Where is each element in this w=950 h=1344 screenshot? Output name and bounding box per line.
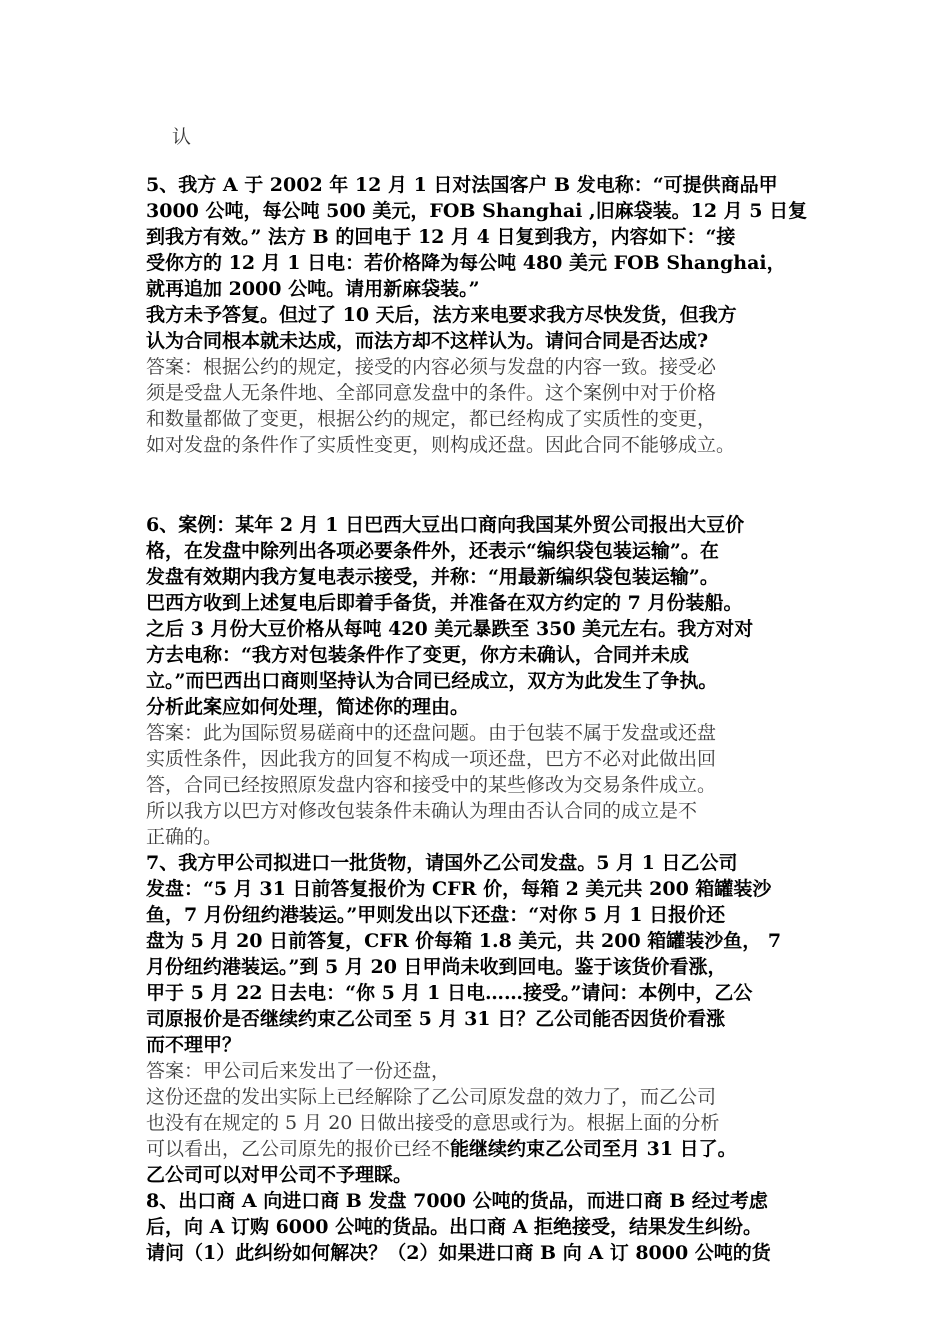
question-line: 后，向 A 订购 6000 公吨的货品。出口商 A 拒绝接受，结果发生纠纷。	[146, 1216, 763, 1238]
question-line: 发盘：“5 月 31 日前答复报价为 CFR 价，每箱 2 美元共 200 箱罐装沙	[146, 878, 772, 900]
question-line: 受你方的 12 月 1 日电：若价格降为每公吨 480 美元 FOB Shanghai，	[146, 252, 786, 274]
question-6	[146, 512, 810, 720]
question-line: 请问（1）此纠纷如何解决？（2）如果进口商 B 向 A 订 8000 公吨的货	[146, 1242, 771, 1264]
answer-6	[146, 720, 810, 850]
question-line: 而不理甲？	[146, 1034, 242, 1056]
answer-text: 可以看出，乙公司原先的报价已经不	[146, 1138, 451, 1160]
answer-5	[146, 354, 810, 458]
question-line: 7、我方甲公司拟进口一批货物，请国外乙公司发盘。5 月 1 日乙公司	[146, 852, 738, 874]
answer-line: 也没有在规定的 5 月 20 日做出接受的意思或行为。根据上面的分析	[146, 1112, 720, 1134]
question-line: 发盘有效期内我方复电表示接受，并称：“用最新编织袋包装运输”。	[146, 566, 719, 588]
question-line: 认为合同根本就未达成，而法方却不这样认为。请问合同是否达成?	[146, 330, 709, 352]
question-line: 方去电称：“我方对包装条件作了变更，你方未确认，合同并未成	[146, 644, 689, 666]
question-line: 5、我方 A 于 2002 年 12 月 1 日对法国客户 B 发电称：“可提供商品甲	[146, 174, 778, 196]
question-line: 分析此案应如何处理，简述你的理由。	[146, 696, 470, 718]
answer-line: 须是受盘人无条件地、全部同意发盘中的条件。这个案例中对于价格	[146, 382, 717, 404]
answer-line: 这份还盘的发出实际上已经解除了乙公司原发盘的效力了，而乙公司	[146, 1086, 717, 1108]
document-body	[146, 172, 810, 1266]
answer-line: 答案：根据公约的规定，接受的内容必须与发盘的内容一致。接受必	[146, 356, 717, 378]
question-line: 司原报价是否继续约束乙公司至 5 月 31 日？乙公司能否因货价看涨	[146, 1008, 726, 1030]
question-8	[146, 1188, 810, 1266]
leading-text-fragment: 认	[172, 126, 192, 148]
answer-mixed-line	[146, 1136, 810, 1162]
answer-line: 和数量都做了变更，根据公约的规定，都已经构成了实质性的变更，	[146, 408, 717, 430]
answer-line: 答案：此为国际贸易磋商中的还盘问题。由于包装不属于发盘或还盘	[146, 722, 717, 744]
question-line: 甲于 5 月 22 日去电：“你 5 月 1 日电……接受。”请问：本例中，乙公	[146, 982, 753, 1004]
question-5	[146, 172, 810, 354]
question-line: 巴西方收到上述复电后即着手备货，并准备在双方约定的 7 月份装船。	[146, 592, 743, 614]
answer-line: 实质性条件，因此我方的回复不构成一项还盘，巴方不必对此做出回	[146, 748, 717, 770]
question-line: 6、案例：某年 2 月 1 日巴西大豆出口商向我国某外贸公司报出大豆价	[146, 514, 745, 536]
answer-bold-line: 乙公司可以对甲公司不予理睬。	[146, 1164, 413, 1186]
answer-line: 所以我方以巴方对修改包装条件未确认为理由否认合同的成立是不	[146, 800, 698, 822]
question-line: 立。”而巴西出口商则坚持认为合同已经成立，双方为此发生了争执。	[146, 670, 718, 692]
section-spacer	[146, 458, 810, 512]
question-line: 我方未予答复。但过了 10 天后，法方来电要求我方尽快发货，但我方	[146, 304, 737, 326]
answer-line: 正确的。	[146, 826, 223, 848]
question-line: 到我方有效。” 法方 B 的回电于 12 月 4 日复到我方，内容如下：“接	[146, 226, 736, 248]
answer-line: 如对发盘的条件作了实质性变更，则构成还盘。因此合同不能够成立。	[146, 434, 736, 456]
question-line: 格，在发盘中除列出各项必要条件外，还表示“编织袋包装运输”。在	[146, 540, 719, 562]
question-line: 3000 公吨，每公吨 500 美元，FOB Shanghai ,旧麻袋装。12 月 5 日复	[146, 200, 808, 222]
question-line: 月份纽约港装运。”到 5 月 20 日甲尚未收到回电。鉴于该货价看涨，	[146, 956, 727, 978]
answer-line: 答案：甲公司后来发出了一份还盘，	[146, 1060, 451, 1082]
answer-7	[146, 1058, 810, 1188]
question-line: 盘为 5 月 20 日前答复，CFR 价每箱 1.8 美元，共 200 箱罐装沙鱼， 7	[146, 930, 782, 952]
question-line: 就再追加 2000 公吨。请用新麻袋装。”	[146, 278, 480, 300]
question-line: 8、出口商 A 向进口商 B 发盘 7000 公吨的货品，而进口商 B 经过考虑	[146, 1190, 768, 1212]
answer-line: 答，合同已经按照原发盘内容和接受中的某些修改为交易条件成立。	[146, 774, 717, 796]
question-7	[146, 850, 810, 1058]
question-line: 之后 3 月份大豆价格从每吨 420 美元暴跌至 350 美元左右。我方对对	[146, 618, 754, 640]
question-line: 鱼，7 月份纽约港装运。”甲则发出以下还盘：“对你 5 月 1 日报价还	[146, 904, 726, 926]
answer-bold-text: 能继续约束乙公司至月 31 日了。	[450, 1138, 737, 1160]
